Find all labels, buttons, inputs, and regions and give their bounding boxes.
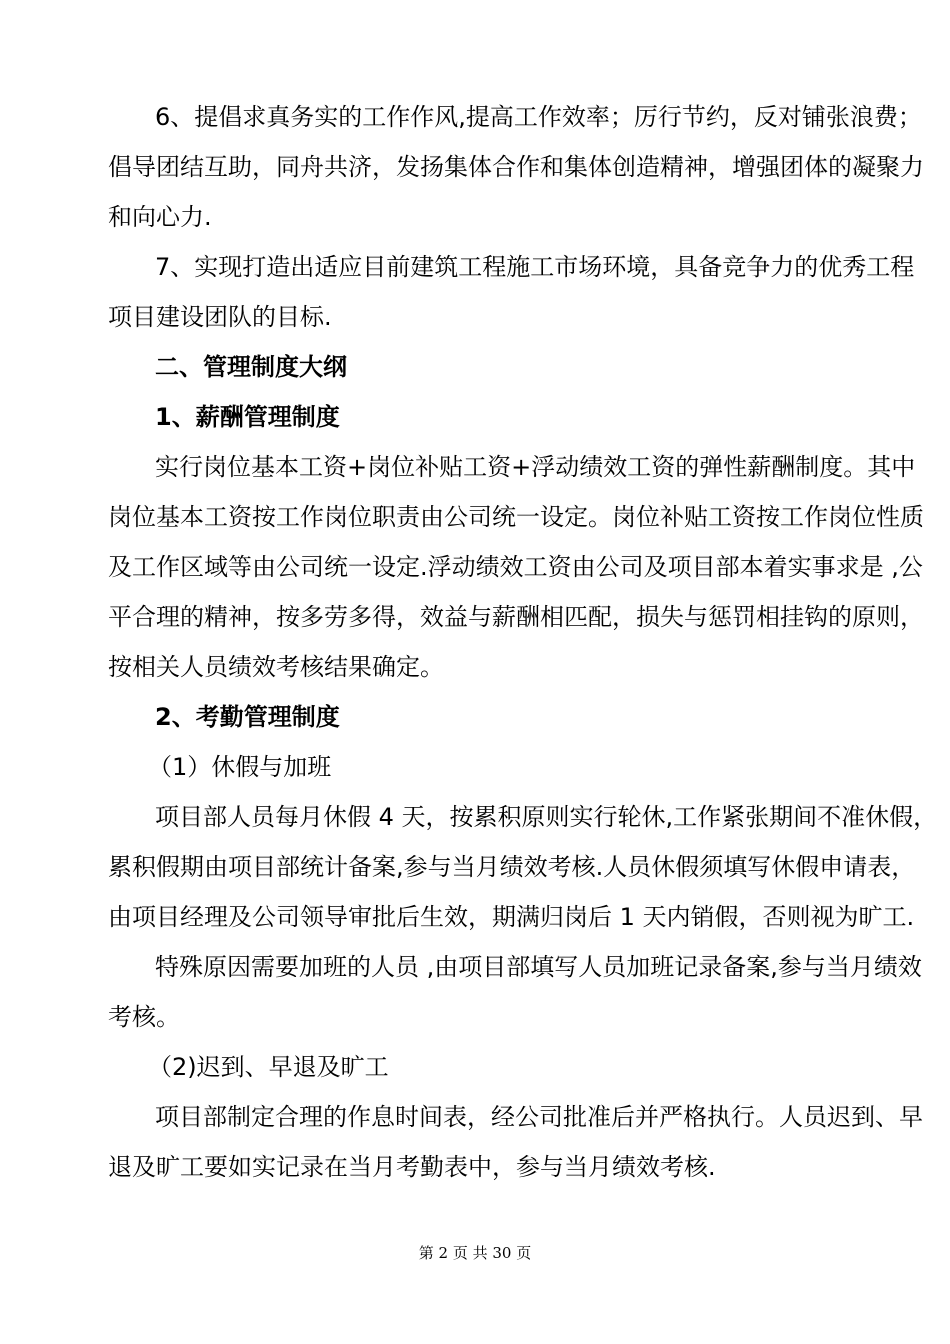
item-heading-lateness: （2)迟到、早退及旷工 <box>148 1053 389 1081</box>
paragraph-7-line-1: 7、实现打造出适应目前建筑工程施工市场环境，具备竞争力的优秀工程 <box>155 253 915 281</box>
subsection-heading-attendance: 2、考勤管理制度 <box>155 703 340 731</box>
lateness-paragraph-line-2: 退及旷工要如实记录在当月考勤表中，参与当月绩效考核. <box>108 1153 716 1181</box>
section-heading-management: 二、管理制度大纲 <box>155 353 347 381</box>
subsection-heading-salary: 1、薪酬管理制度 <box>155 403 340 431</box>
overtime-paragraph-line-2: 考核。 <box>108 1003 180 1031</box>
salary-paragraph-line-5: 按相关人员绩效考核结果确定。 <box>108 653 444 681</box>
lateness-paragraph-line-1: 项目部制定合理的作息时间表，经公司批准后并严格执行。人员迟到、早 <box>155 1103 923 1131</box>
leave-paragraph-line-1: 项目部人员每月休假 4 天，按累积原则实行轮休,工作紧张期间不准休假， <box>155 803 938 831</box>
paragraph-6-line-2: 倡导团结互助，同舟共济，发扬集体合作和集体创造精神，增强团体的凝聚力 <box>108 153 924 181</box>
overtime-paragraph-line-1: 特殊原因需要加班的人员 ,由项目部填写人员加班记录备案,参与当月绩效 <box>155 953 922 981</box>
leave-paragraph-line-2: 累积假期由项目部统计备案,参与当月绩效考核.人员休假须填写休假申请表， <box>108 853 916 881</box>
paragraph-7-line-2: 项目建设团队的目标. <box>108 303 332 331</box>
paragraph-6-line-3: 和向心力. <box>108 203 212 231</box>
salary-paragraph-line-2: 岗位基本工资按工作岗位职责由公司统一设定。岗位补贴工资按工作岗位性质 <box>108 503 924 531</box>
salary-paragraph-line-1: 实行岗位基本工资+岗位补贴工资+浮动绩效工资的弹性薪酬制度。其中 <box>155 453 916 481</box>
paragraph-6-line-1: 6、提倡求真务实的工作作风,提高工作效率；厉行节约，反对铺张浪费； <box>155 103 922 131</box>
salary-paragraph-line-4: 平合理的精神，按多劳多得，效益与薪酬相匹配，损失与惩罚相挂钩的原则， <box>108 603 924 631</box>
item-heading-leave-overtime: （1）休假与加班 <box>148 753 332 781</box>
page-footer: 第 2 页 共 30 页 <box>418 1244 532 1262</box>
salary-paragraph-line-3: 及工作区域等由公司统一设定.浮动绩效工资由公司及项目部本着实事求是 ,公 <box>108 553 923 581</box>
leave-paragraph-line-3: 由项目经理及公司领导审批后生效，期满归岗后 1 天内销假，否则视为旷工. <box>108 903 915 931</box>
